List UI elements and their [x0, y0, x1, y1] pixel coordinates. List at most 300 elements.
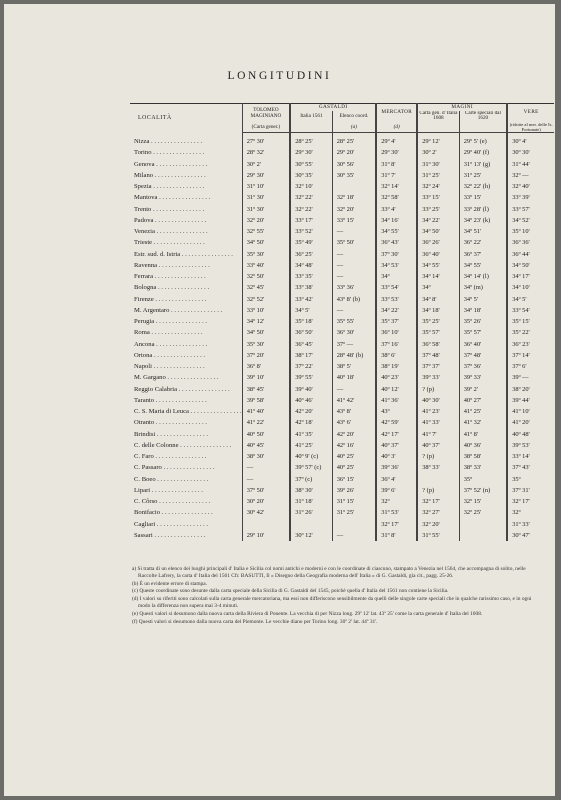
cell-mercator: 31º 8'	[376, 530, 417, 541]
cell-magini-carta-gen: 34º 18'	[417, 305, 459, 316]
cell-magini-carta-gen: 32º 17'	[417, 496, 459, 507]
cell-magini-carta-gen: 29º 12'	[417, 133, 459, 148]
cell-gastaldi-italia: 39º 40'	[290, 384, 332, 395]
cell-magini-carte-spec: 41º 8'	[459, 429, 507, 440]
cell-gastaldi-italia: 40º 46'	[290, 395, 332, 406]
cell-tolomeo: 32º 45'	[242, 282, 290, 293]
cell-gastaldi-elenco: —	[332, 384, 376, 395]
cell-magini-carta-gen: 30º 2'	[417, 147, 459, 158]
cell-magini-carta-gen: 37º 37'	[417, 361, 459, 372]
cell-gastaldi-italia: 31º 26'	[290, 507, 332, 518]
cell-localita: Taranto . . . . . . . . . . . . . . . .	[134, 396, 207, 404]
longitude-table	[130, 103, 554, 541]
cell-magini-carta-gen: 34º 8'	[417, 294, 459, 305]
header-gastaldi-elenco-note: (a)	[332, 122, 376, 133]
cell-gastaldi-italia: 33º 38'	[290, 282, 332, 293]
cell-gastaldi-elenco: —	[332, 260, 376, 271]
table-row	[130, 507, 554, 518]
cell-magini-carte-spec: 34º (m)	[459, 282, 507, 293]
table-row	[130, 271, 554, 282]
cell-tolomeo: 32º 55'	[242, 226, 290, 237]
cell-localita: Sassari . . . . . . . . . . . . . . . .	[134, 531, 206, 539]
cell-gastaldi-elenco	[332, 181, 376, 192]
cell-magini-carte-spec: 36º 40'	[459, 339, 507, 350]
cell-mercator: 33º 54'	[376, 282, 417, 293]
table-row	[130, 361, 554, 372]
cell-mercator: 39º 6'	[376, 485, 417, 496]
cell-gastaldi-elenco: 42º 20'	[332, 429, 376, 440]
cell-mercator: 40º 12'	[376, 384, 417, 395]
cell-vere: 41º 20'	[507, 417, 554, 428]
cell-vere: 32º	[507, 507, 554, 518]
cell-mercator: 31º 53'	[376, 507, 417, 518]
cell-tolomeo: 34º 50'	[242, 327, 290, 338]
table-row	[130, 133, 554, 148]
cell-mercator: 35º 37'	[376, 316, 417, 327]
cell-magini-carte-spec: 36º 22'	[459, 237, 507, 248]
cell-magini-carte-spec: 34º 55'	[459, 260, 507, 271]
cell-magini-carte-spec: 34º 5'	[459, 294, 507, 305]
cell-tolomeo: —	[242, 474, 290, 485]
table-row	[130, 417, 554, 428]
cell-magini-carte-spec: 32º 25'	[459, 507, 507, 518]
cell-gastaldi-elenco: —	[332, 305, 376, 316]
cell-magini-carte-spec: 37º 36'	[459, 361, 507, 372]
cell-gastaldi-italia: 32º 22'	[290, 192, 332, 203]
cell-gastaldi-italia: 38º 30'	[290, 485, 332, 496]
cell-magini-carta-gen: 39º 33'	[417, 372, 459, 383]
cell-gastaldi-elenco: —	[332, 271, 376, 282]
cell-magini-carte-spec: 39º 2'	[459, 384, 507, 395]
document-page	[4, 4, 555, 796]
table-row	[130, 181, 554, 192]
cell-tolomeo: 31º 30'	[242, 192, 290, 203]
cell-magini-carte-spec: 29º 40' (f)	[459, 147, 507, 158]
cell-mercator: 34º 16'	[376, 215, 417, 226]
cell-mercator: 40º 37'	[376, 440, 417, 451]
table-row	[130, 406, 554, 417]
cell-mercator: 32º 17'	[376, 519, 417, 530]
cell-magini-carte-spec: 35º	[459, 474, 507, 485]
cell-gastaldi-elenco: 28º 48' (b)	[332, 350, 376, 361]
cell-magini-carta-gen: 35º 25'	[417, 316, 459, 327]
cell-tolomeo: 41º 22'	[242, 417, 290, 428]
cell-localita: Venezia . . . . . . . . . . . . . . . .	[134, 228, 208, 236]
cell-tolomeo: 39º 58'	[242, 395, 290, 406]
cell-gastaldi-italia: 42º 20'	[290, 406, 332, 417]
cell-gastaldi-elenco: 40º 25'	[332, 462, 376, 473]
cell-vere: 39º 53'	[507, 440, 554, 451]
cell-gastaldi-elenco: 40º 25'	[332, 451, 376, 462]
cell-mercator: 40º 3'	[376, 451, 417, 462]
cell-gastaldi-elenco: 37º —	[332, 339, 376, 350]
cell-tolomeo: 35º 30'	[242, 339, 290, 350]
header-magini-carta-gen: Carta gen. d' Italia 1608	[417, 111, 459, 122]
cell-magini-carta-gen: 33º 25'	[417, 204, 459, 215]
cell-vere: 32º —	[507, 170, 554, 181]
cell-tolomeo: 34º 12'	[242, 316, 290, 327]
cell-tolomeo: 27º 30'	[242, 133, 290, 148]
cell-tolomeo: 34º 50'	[242, 237, 290, 248]
cell-gastaldi-italia: 33º 17'	[290, 215, 332, 226]
cell-magini-carte-spec: 29º 5' (e)	[459, 133, 507, 148]
table-row	[130, 294, 554, 305]
footnote-f: (f) Questi valori si desumono dalla nuova carta del Piemonte. Le vecchie diano per Torino long. 30º 2' lat. 44º 31'.	[132, 618, 378, 625]
table-row	[130, 204, 554, 215]
header-mercator-note: (d)	[376, 122, 417, 133]
cell-gastaldi-elenco: 41º 42'	[332, 395, 376, 406]
cell-tolomeo: 39º 10'	[242, 372, 290, 383]
cell-tolomeo: 32º 52'	[242, 294, 290, 305]
cell-gastaldi-italia: 37º 22'	[290, 361, 332, 372]
cell-magini-carta-gen: ? (p)	[417, 384, 459, 395]
cell-magini-carta-gen: 41º 33'	[417, 417, 459, 428]
cell-localita: Mantova . . . . . . . . . . . . . . . .	[134, 194, 211, 202]
cell-magini-carte-spec: 33º 15'	[459, 192, 507, 203]
cell-gastaldi-italia: 30º 35'	[290, 170, 332, 181]
cell-magini-carta-gen: 33º 15'	[417, 192, 459, 203]
header-mercator: MERCATOR	[376, 104, 417, 122]
header-tolomeo: TOLOMEO MAGINIANO	[242, 104, 290, 122]
cell-tolomeo: 33º 40'	[242, 260, 290, 271]
cell-tolomeo: 29º 10'	[242, 530, 290, 541]
cell-magini-carte-spec: 34º 23' (k)	[459, 215, 507, 226]
cell-tolomeo: 31º 30'	[242, 204, 290, 215]
cell-magini-carte-spec: 38º 33'	[459, 462, 507, 473]
table-row	[130, 395, 554, 406]
cell-gastaldi-elenco: 43º 6'	[332, 417, 376, 428]
cell-gastaldi-italia: 42º 18'	[290, 417, 332, 428]
cell-mercator: 37º 30'	[376, 249, 417, 260]
cell-localita: Firenze . . . . . . . . . . . . . . . .	[134, 295, 207, 303]
cell-gastaldi-italia: 38º 17'	[290, 350, 332, 361]
cell-vere: 32º 40'	[507, 181, 554, 192]
cell-mercator: 39º 36'	[376, 462, 417, 473]
cell-mercator: 41º 36'	[376, 395, 417, 406]
cell-gastaldi-elenco: 43º 8'	[332, 406, 376, 417]
table-row	[130, 215, 554, 226]
header-localita: LOCALITÀ	[138, 114, 172, 121]
table-row	[130, 440, 554, 451]
cell-mercator: 32º	[376, 496, 417, 507]
cell-gastaldi-elenco: 38º 5'	[332, 361, 376, 372]
cell-vere: 35º	[507, 474, 554, 485]
cell-vere: 36º 36'	[507, 237, 554, 248]
header-gastaldi-italia-blank	[290, 122, 332, 133]
cell-vere: 37º 14'	[507, 350, 554, 361]
cell-magini-carte-spec: 36º 37'	[459, 249, 507, 260]
cell-localita: Brindisi . . . . . . . . . . . . . . . .	[134, 430, 208, 438]
cell-gastaldi-elenco: 36º 15'	[332, 474, 376, 485]
cell-localita: Cagliari . . . . . . . . . . . . . . . .	[134, 520, 208, 528]
header-gastaldi-elenco: Elenco coord.	[332, 111, 376, 122]
cell-gastaldi-italia: 34º 5'	[290, 305, 332, 316]
cell-mercator: 36º 43'	[376, 237, 417, 248]
cell-magini-carte-spec: 35º 57'	[459, 327, 507, 338]
cell-gastaldi-elenco: 31º 25'	[332, 507, 376, 518]
table-row	[130, 170, 554, 181]
cell-gastaldi-italia: 32º 22'	[290, 204, 332, 215]
cell-gastaldi-elenco: —	[332, 249, 376, 260]
cell-vere: 38º 20'	[507, 384, 554, 395]
cell-vere: 30º 47'	[507, 530, 554, 541]
cell-tolomeo: 29º 30'	[242, 170, 290, 181]
cell-gastaldi-italia: 28º 25'	[290, 133, 332, 148]
footnote-d: (d) I valori su riferiti sono calcolati sulla carta generale mercatoriana, ma essi non differiscono sensibilmente da quelli delle singole carte speciali che in qualche rarissimo caso, e in ogni modo la differenza non supera mai 3-4 minuti.	[132, 596, 532, 610]
cell-magini-carta-gen: 31º 30'	[417, 159, 459, 170]
cell-tolomeo: —	[242, 462, 290, 473]
cell-magini-carte-spec: 34º 51'	[459, 226, 507, 237]
cell-localita: Estr. sud. d. Istria . . . . . . . . . . . . . . . .	[134, 250, 233, 258]
cell-localita: C. delle Colonne . . . . . . . . . . . . . . . .	[134, 441, 232, 449]
cell-gastaldi-elenco: 35º 55'	[332, 316, 376, 327]
cell-localita: Ferrara . . . . . . . . . . . . . . . .	[134, 273, 206, 281]
cell-localita: Ortona . . . . . . . . . . . . . . . .	[134, 351, 206, 359]
cell-mercator: 37º 16'	[376, 339, 417, 350]
cell-vere: 30º 30'	[507, 147, 554, 158]
cell-localita: Ravenna . . . . . . . . . . . . . . . .	[134, 261, 210, 269]
cell-localita: C. S. Maria di Leuca . . . . . . . . . . . . . . . .	[134, 408, 242, 416]
cell-magini-carte-spec: 34º 18'	[459, 305, 507, 316]
table-header	[130, 104, 554, 133]
cell-mercator: 29º 4'	[376, 133, 417, 148]
header-gastaldi-italia: Italia 1561	[290, 111, 332, 122]
cell-mercator: 42º 59'	[376, 417, 417, 428]
cell-gastaldi-elenco: 28º 25'	[332, 133, 376, 148]
cell-gastaldi-italia: 36º 45'	[290, 339, 332, 350]
cell-localita: C. Passaro . . . . . . . . . . . . . . . .	[134, 464, 215, 472]
cell-tolomeo: 31º 10'	[242, 181, 290, 192]
cell-localita: Perugia . . . . . . . . . . . . . . . .	[134, 318, 207, 326]
cell-magini-carte-spec: 33º 28' (l)	[459, 204, 507, 215]
cell-magini-carta-gen: 36º 26'	[417, 237, 459, 248]
cell-localita: Ancona . . . . . . . . . . . . . . . .	[134, 340, 208, 348]
cell-mercator: 38º 6'	[376, 350, 417, 361]
cell-tolomeo: 30º 2'	[242, 159, 290, 170]
cell-vere: 36º 44'	[507, 249, 554, 260]
header-gastaldi: GASTALDI	[290, 104, 376, 112]
footnote-c: (c) Queste coordinate sono desunte dalla carta speciale della Sicilia di G. Gastaldi del 1545, poichè quella d' Italia del 1561 non contiene la Sicilia.	[132, 588, 449, 595]
cell-tolomeo: 32º 20'	[242, 215, 290, 226]
cell-vere: 34º 52'	[507, 215, 554, 226]
cell-magini-carte-spec: 40º 36'	[459, 440, 507, 451]
cell-gastaldi-elenco: —	[332, 226, 376, 237]
cell-mercator: 33º 53'	[376, 294, 417, 305]
cell-vere: 34º 5'	[507, 294, 554, 305]
cell-magini-carta-gen: 32º 20'	[417, 519, 459, 530]
cell-gastaldi-italia: 35º 49'	[290, 237, 332, 248]
cell-gastaldi-elenco: 30º 56'	[332, 159, 376, 170]
cell-mercator: 31º 7'	[376, 170, 417, 181]
cell-localita: C. Côrso . . . . . . . . . . . . . . . .	[134, 498, 211, 506]
header-magini-carte-spec: Carte speciali dal 1620	[459, 111, 507, 122]
cell-magini-carta-gen: 41º 23'	[417, 406, 459, 417]
cell-mercator: 29º 30'	[376, 147, 417, 158]
cell-mercator: 32º 58'	[376, 192, 417, 203]
cell-localita: C. Faro . . . . . . . . . . . . . . . .	[134, 453, 207, 461]
cell-magini-carta-gen: 34º 22'	[417, 215, 459, 226]
cell-gastaldi-italia: 30º 55'	[290, 159, 332, 170]
cell-magini-carta-gen: 34º 55'	[417, 260, 459, 271]
cell-magini-carte-spec: 39º 33'	[459, 372, 507, 383]
cell-magini-carta-gen: ? (p)	[417, 485, 459, 496]
cell-gastaldi-elenco: 36º 30'	[332, 327, 376, 338]
cell-magini-carta-gen: 36º 40'	[417, 249, 459, 260]
cell-magini-carte-spec: 41º 32'	[459, 417, 507, 428]
cell-vere: 35º 15'	[507, 316, 554, 327]
cell-gastaldi-italia: 39º 55'	[290, 372, 332, 383]
cell-gastaldi-italia: 41º 25'	[290, 440, 332, 451]
cell-mercator: 43º	[376, 406, 417, 417]
cell-gastaldi-italia: 36º 50'	[290, 327, 332, 338]
cell-gastaldi-italia: 41º 35'	[290, 429, 332, 440]
table-row	[130, 474, 554, 485]
cell-gastaldi-elenco: 33º 36'	[332, 282, 376, 293]
table-row	[130, 147, 554, 158]
cell-magini-carta-gen: 38º 33'	[417, 462, 459, 473]
cell-vere: 39º 44'	[507, 395, 554, 406]
table-row	[130, 316, 554, 327]
cell-vere: 36º 23'	[507, 339, 554, 350]
cell-localita: Torino . . . . . . . . . . . . . . . .	[134, 149, 205, 157]
cell-localita: M. Gargano . . . . . . . . . . . . . . . .	[134, 374, 219, 382]
cell-magini-carta-gen: 32º 24'	[417, 181, 459, 192]
cell-gastaldi-italia	[290, 519, 332, 530]
cell-localita: Trento . . . . . . . . . . . . . . . .	[134, 205, 205, 213]
cell-localita: Lipari . . . . . . . . . . . . . . . .	[134, 486, 203, 494]
cell-vere: 34º 17'	[507, 271, 554, 282]
cell-gastaldi-italia: 31º 18'	[290, 496, 332, 507]
footnotes	[132, 566, 542, 626]
cell-vere: 32º 17'	[507, 496, 554, 507]
cell-magini-carte-spec: 41º 25'	[459, 406, 507, 417]
cell-vere: 41º 10'	[507, 406, 554, 417]
cell-vere: 35º 22'	[507, 327, 554, 338]
table-row	[130, 519, 554, 530]
cell-magini-carte-spec: 37º 52' (n)	[459, 485, 507, 496]
cell-tolomeo: 30º 42'	[242, 507, 290, 518]
cell-vere: 34º 50'	[507, 260, 554, 271]
cell-gastaldi-italia: 32º 10'	[290, 181, 332, 192]
header-tolomeo-sub: (Carta gener.)	[242, 122, 290, 133]
cell-tolomeo: 38º 30'	[242, 451, 290, 462]
cell-tolomeo: 36º 8'	[242, 361, 290, 372]
cell-mercator: 42º 17'	[376, 429, 417, 440]
cell-localita: Otranto . . . . . . . . . . . . . . . .	[134, 419, 207, 427]
cell-localita: Bonifacio . . . . . . . . . . . . . . . .	[134, 509, 213, 517]
cell-localita: C. Boeo . . . . . . . . . . . . . . . .	[134, 475, 209, 483]
cell-magini-carta-gen: 40º 37'	[417, 440, 459, 451]
cell-magini-carta-gen: 37º 48'	[417, 350, 459, 361]
cell-magini-carta-gen: 34º 50'	[417, 226, 459, 237]
cell-magini-carte-spec: 31º 25'	[459, 170, 507, 181]
table-row	[130, 282, 554, 293]
cell-magini-carte-spec: 38º 58'	[459, 451, 507, 462]
cell-tolomeo: 40º 50'	[242, 429, 290, 440]
cell-localita: Padova . . . . . . . . . . . . . . . .	[134, 216, 207, 224]
cell-magini-carte-spec: 32º 15'	[459, 496, 507, 507]
cell-gastaldi-italia: 33º 42'	[290, 294, 332, 305]
cell-mercator: 32º 14'	[376, 181, 417, 192]
cell-magini-carte-spec	[459, 530, 507, 541]
header-magini-blank-2	[459, 122, 507, 133]
cell-magini-carte-spec: 37º 48'	[459, 350, 507, 361]
cell-gastaldi-italia: 29º 30'	[290, 147, 332, 158]
cell-localita: Reggio Calabria . . . . . . . . . . . . . . . .	[134, 385, 230, 393]
cell-vere: 33º 54'	[507, 305, 554, 316]
cell-gastaldi-italia: 34º 48'	[290, 260, 332, 271]
cell-gastaldi-elenco: 39º 26'	[332, 485, 376, 496]
table-row	[130, 462, 554, 473]
cell-gastaldi-elenco: 35º 50'	[332, 237, 376, 248]
cell-gastaldi-elenco: 31º 15'	[332, 496, 376, 507]
header-magini-blank-1	[417, 122, 459, 133]
table-row	[130, 339, 554, 350]
cell-vere: 31º 33'	[507, 519, 554, 530]
cell-gastaldi-elenco: 42º 16'	[332, 440, 376, 451]
table-row	[130, 384, 554, 395]
cell-vere: 33º 39'	[507, 192, 554, 203]
header-magini: MAGINI	[417, 104, 507, 112]
cell-magini-carta-gen: 36º 58'	[417, 339, 459, 350]
cell-localita: Spezia . . . . . . . . . . . . . . . .	[134, 183, 205, 191]
cell-vere: 37º 31'	[507, 485, 554, 496]
footnote-b: (b) È un evidente errore di stampa.	[132, 580, 207, 587]
cell-vere: 30º 4'	[507, 133, 554, 148]
cell-tolomeo: 37º 50'	[242, 485, 290, 496]
cell-gastaldi-italia: 40º 9' (c)	[290, 451, 332, 462]
table-row	[130, 260, 554, 271]
cell-magini-carta-gen: 31º 25'	[417, 170, 459, 181]
cell-mercator: 36º 4'	[376, 474, 417, 485]
cell-vere: 35º 10'	[507, 226, 554, 237]
cell-magini-carte-spec	[459, 519, 507, 530]
cell-vere: 33º 14'	[507, 451, 554, 462]
cell-localita: Trieste . . . . . . . . . . . . . . . .	[134, 239, 205, 247]
footnote-a: a) Si tratta di un elenco dei luoghi principali d' Italia e Sicilia col nomi antichi e moderni e con le coordinate di ciascuno, stampato a Venezia nel 1564, che accompagna di solito, nelle Raccolte Lafrery, la carta d' Italia del 1561 Cfr. BASUTTI, Il « Disegno della Geografia moderna dell' Italia » di G. Gastaldi, gia cit., pagg. 25-26.	[132, 566, 526, 580]
cell-magini-carta-gen: 41º 7'	[417, 429, 459, 440]
cell-gastaldi-elenco: 29º 20'	[332, 147, 376, 158]
cell-gastaldi-italia: 33º 52'	[290, 226, 332, 237]
cell-gastaldi-elenco: 40º 18'	[332, 372, 376, 383]
cell-gastaldi-italia: 39º 57' (c)	[290, 462, 332, 473]
cell-tolomeo: 32º 50'	[242, 271, 290, 282]
page-title: LONGITUDINI	[227, 70, 332, 82]
cell-vere: 33º 57'	[507, 204, 554, 215]
cell-tolomeo	[242, 519, 290, 530]
cell-magini-carta-gen: 40º 30'	[417, 395, 459, 406]
cell-localita: Milano . . . . . . . . . . . . . . . .	[134, 171, 206, 179]
cell-gastaldi-elenco: 33º 15'	[332, 215, 376, 226]
cell-localita: Bologna . . . . . . . . . . . . . . . .	[134, 284, 210, 292]
cell-tolomeo: 33º 10'	[242, 305, 290, 316]
cell-tolomeo: 40º 45'	[242, 440, 290, 451]
cell-magini-carta-gen: 31º 55'	[417, 530, 459, 541]
cell-localita: Napoli . . . . . . . . . . . . . . . .	[134, 363, 205, 371]
table-row	[130, 249, 554, 260]
table-row	[130, 159, 554, 170]
cell-magini-carta-gen: 35º 57'	[417, 327, 459, 338]
table-row	[130, 530, 554, 541]
cell-gastaldi-elenco: 32º 18'	[332, 192, 376, 203]
table-row	[130, 226, 554, 237]
cell-localita: Roma . . . . . . . . . . . . . . . .	[134, 329, 203, 337]
cell-gastaldi-elenco: 30º 35'	[332, 170, 376, 181]
cell-magini-carte-spec: 31º 13' (g)	[459, 159, 507, 170]
cell-tolomeo: 30º 20'	[242, 496, 290, 507]
cell-gastaldi-elenco: 43º 8' (b)	[332, 294, 376, 305]
cell-localita: Nizza . . . . . . . . . . . . . . . .	[134, 137, 203, 145]
